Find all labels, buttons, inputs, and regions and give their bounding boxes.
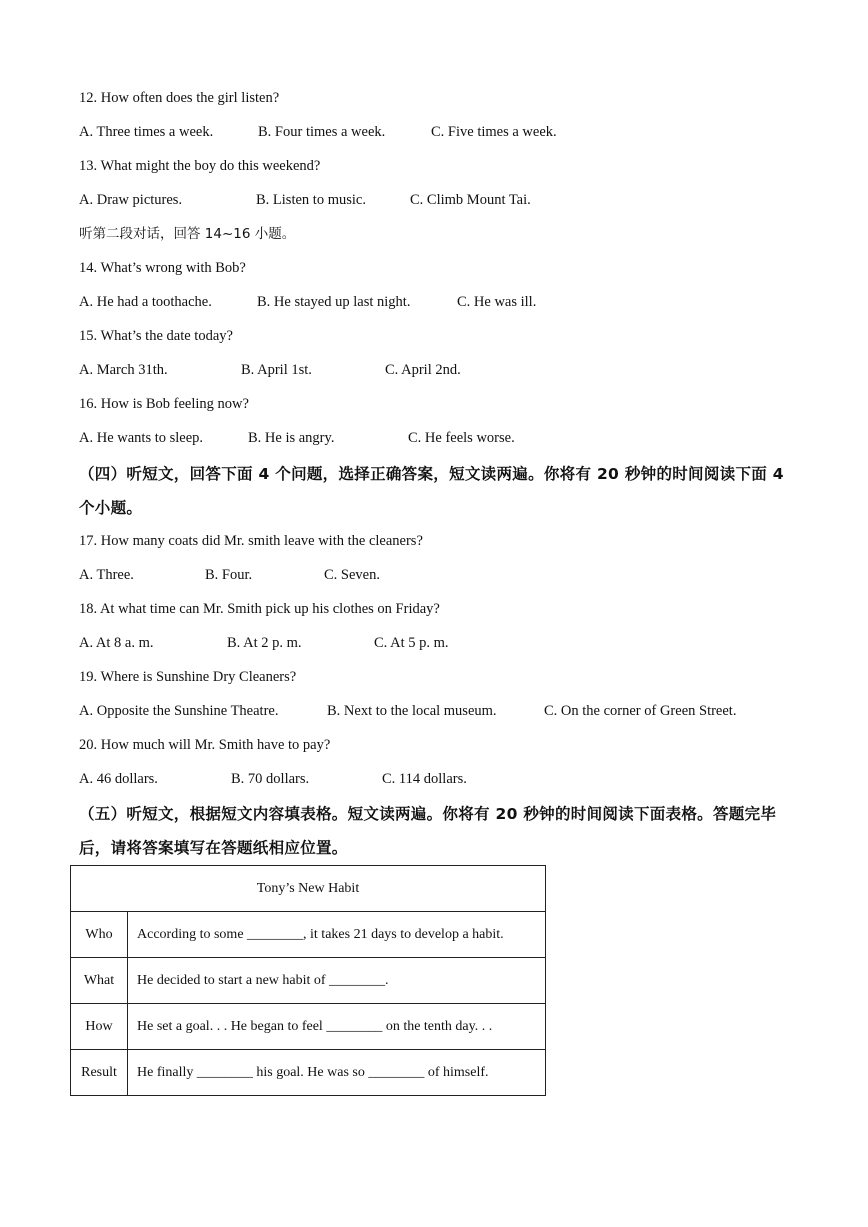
row-content-who: According to some ________, it takes 21 days to develop a habit. <box>128 912 546 958</box>
section-5-instruction: （五）听短文，根据短文内容填表格。短文读两遍。你将有 20 秒钟的时间阅读下面表格。答题完毕后，请将答案填写在答题纸相应位置。 <box>79 805 777 857</box>
row-label-what: What <box>71 958 128 1004</box>
question-12: 12. How often does the girl listen? <box>79 90 280 106</box>
option-16-a: A. He wants to sleep. <box>79 430 204 446</box>
table-row <box>71 1004 546 1050</box>
option-20-b: B. 70 dollars. <box>231 771 310 787</box>
option-17-c: C. Seven. <box>324 567 380 583</box>
option-14-c: C. He was ill. <box>457 294 537 310</box>
option-13-c: C. Climb Mount Tai. <box>410 192 531 208</box>
option-13-a: A. Draw pictures. <box>79 192 183 208</box>
option-12-a: A. Three times a week. <box>79 124 214 140</box>
option-19-c: C. On the corner of Green Street. <box>544 703 737 719</box>
option-15-c: C. April 2nd. <box>385 362 461 378</box>
table-caption: Tony’s New Habit <box>71 866 546 912</box>
question-14: 14. What’s wrong with Bob? <box>79 260 246 276</box>
question-15: 15. What’s the date today? <box>79 328 233 344</box>
row-content-how: He set a goal. . . He began to feel ________ on the tenth day. . . <box>128 1004 546 1050</box>
table-row <box>71 912 546 958</box>
option-20-a: A. 46 dollars. <box>79 771 158 787</box>
option-18-a: A. At 8 a. m. <box>79 635 154 651</box>
option-13-b: B. Listen to music. <box>256 192 366 208</box>
option-12-c: C. Five times a week. <box>431 124 557 140</box>
row-content-result: He finally ________ his goal. He was so ________ of himself. <box>128 1050 546 1096</box>
row-label-who: Who <box>71 912 128 958</box>
option-14-b: B. He stayed up last night. <box>257 294 411 310</box>
question-19: 19. Where is Sunshine Dry Cleaners? <box>79 669 297 685</box>
table-row <box>71 1050 546 1096</box>
option-15-b: B. April 1st. <box>241 362 312 378</box>
option-15-a: A. March 31th. <box>79 362 168 378</box>
row-label-how: How <box>71 1004 128 1050</box>
option-18-c: C. At 5 p. m. <box>374 635 449 651</box>
question-20: 20. How much will Mr. Smith have to pay? <box>79 737 331 753</box>
question-18: 18. At what time can Mr. Smith pick up his clothes on Friday? <box>79 601 440 617</box>
table-caption-row <box>71 866 546 912</box>
option-12-b: B. Four times a week. <box>258 124 386 140</box>
option-16-b: B. He is angry. <box>248 430 335 446</box>
option-19-b: B. Next to the local museum. <box>327 703 497 719</box>
dialog-2-instruction: 听第二段对话，回答 14~16 小题。 <box>79 226 296 242</box>
option-16-c: C. He feels worse. <box>408 430 515 446</box>
table-row <box>71 958 546 1004</box>
section-4-instruction: （四）听短文，回答下面 4 个问题，选择正确答案，短文读两遍。你将有 20 秒钟的时间阅读下面 4 个小题。 <box>79 465 784 517</box>
option-14-a: A. He had a toothache. <box>79 294 212 310</box>
option-20-c: C. 114 dollars. <box>382 771 467 787</box>
option-17-a: A. Three. <box>79 567 134 583</box>
question-16: 16. How is Bob feeling now? <box>79 396 249 412</box>
row-content-what: He decided to start a new habit of ________. <box>128 958 546 1004</box>
option-18-b: B. At 2 p. m. <box>227 635 302 651</box>
row-label-result: Result <box>71 1050 128 1096</box>
option-19-a: A. Opposite the Sunshine Theatre. <box>79 703 279 719</box>
habit-table <box>70 865 546 1096</box>
option-17-b: B. Four. <box>205 567 253 583</box>
question-13: 13. What might the boy do this weekend? <box>79 158 321 174</box>
question-17: 17. How many coats did Mr. smith leave with the cleaners? <box>79 533 423 549</box>
